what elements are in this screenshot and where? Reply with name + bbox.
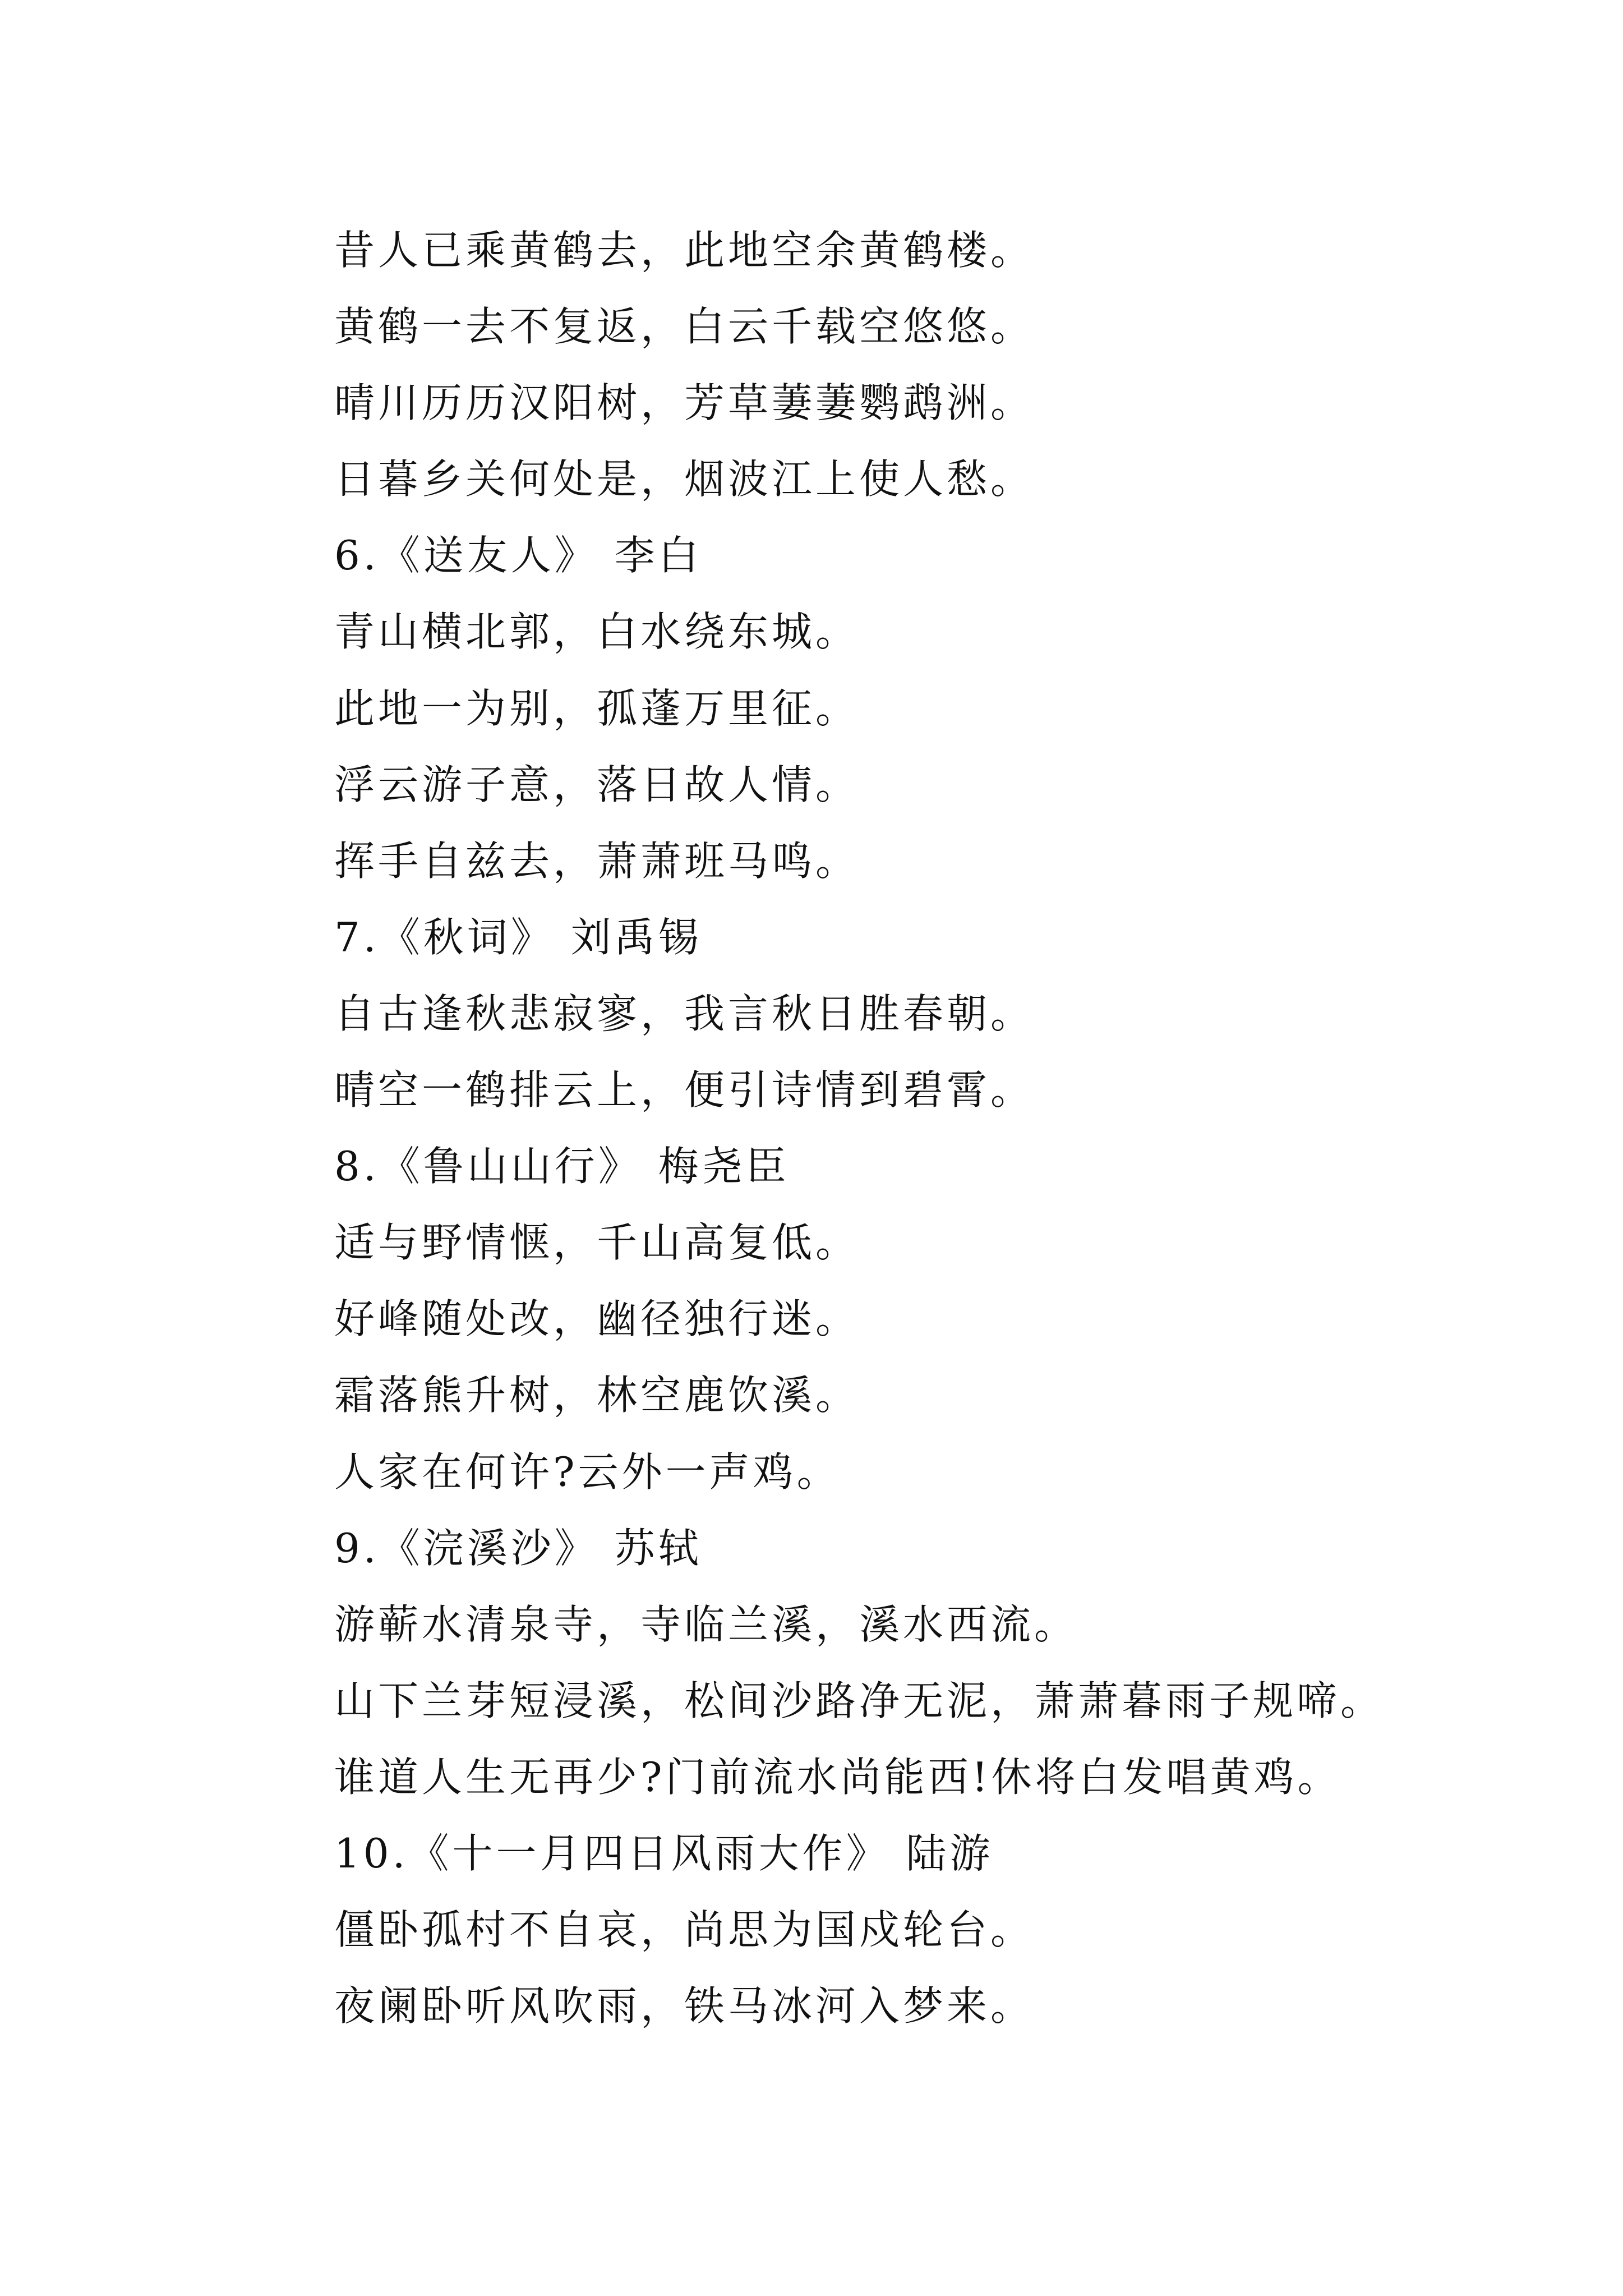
text-line: 人家在何许?云外一声鸡。	[334, 1448, 841, 1496]
poem-heading: 7.《秋词》 刘禹锡	[334, 913, 702, 961]
poem-heading: 8.《鲁山山行》 梅尧臣	[334, 1143, 790, 1190]
text-line: 昔人已乘黄鹤去，此地空余黄鹤楼。	[334, 227, 1035, 274]
text-line: 僵卧孤村不自哀，尚思为国戍轮台。	[334, 1906, 1035, 1954]
text-line: 晴空一鹤排云上，便引诗情到碧霄。	[334, 1066, 1035, 1114]
text-line: 自古逢秋悲寂寥，我言秋日胜春朝。	[334, 990, 1035, 1037]
text-line: 谁道人生无再少?门前流水尚能西!休将白发唱黄鸡。	[334, 1753, 1341, 1801]
text-line: 此地一为别，孤蓬万里征。	[334, 684, 860, 732]
text-line: 黄鹤一去不复返，白云千载空悠悠。	[334, 303, 1035, 351]
text-line: 晴川历历汉阳树，芳草萋萋鹦鹉洲。	[334, 379, 1035, 427]
text-line: 日暮乡关何处是，烟波江上使人愁。	[334, 455, 1035, 503]
text-line: 山下兰芽短浸溪，松间沙路净无泥，萧萧暮雨子规啼。	[334, 1677, 1385, 1724]
poem-heading: 9.《浣溪沙》 苏轼	[334, 1524, 702, 1572]
text-line: 青山横北郭，白水绕东城。	[334, 608, 860, 656]
poem-text-block	[334, 212, 1596, 2044]
text-line: 好峰随处改，幽径独行迷。	[334, 1295, 860, 1343]
text-line: 浮云游子意，落日故人情。	[334, 761, 860, 808]
text-line: 适与野情惬，千山高复低。	[334, 1219, 860, 1267]
poem-heading: 10.《十一月四日风雨大作》 陆游	[334, 1829, 994, 1877]
text-line: 游蕲水清泉寺，寺临兰溪，溪水西流。	[334, 1600, 1078, 1648]
text-line: 夜阑卧听风吹雨，铁马冰河入梦来。	[334, 1982, 1035, 2030]
poem-heading: 6.《送友人》 李白	[334, 532, 702, 579]
text-line: 霜落熊升树，林空鹿饮溪。	[334, 1372, 860, 1419]
text-line: 挥手自兹去，萧萧班马鸣。	[334, 837, 860, 885]
